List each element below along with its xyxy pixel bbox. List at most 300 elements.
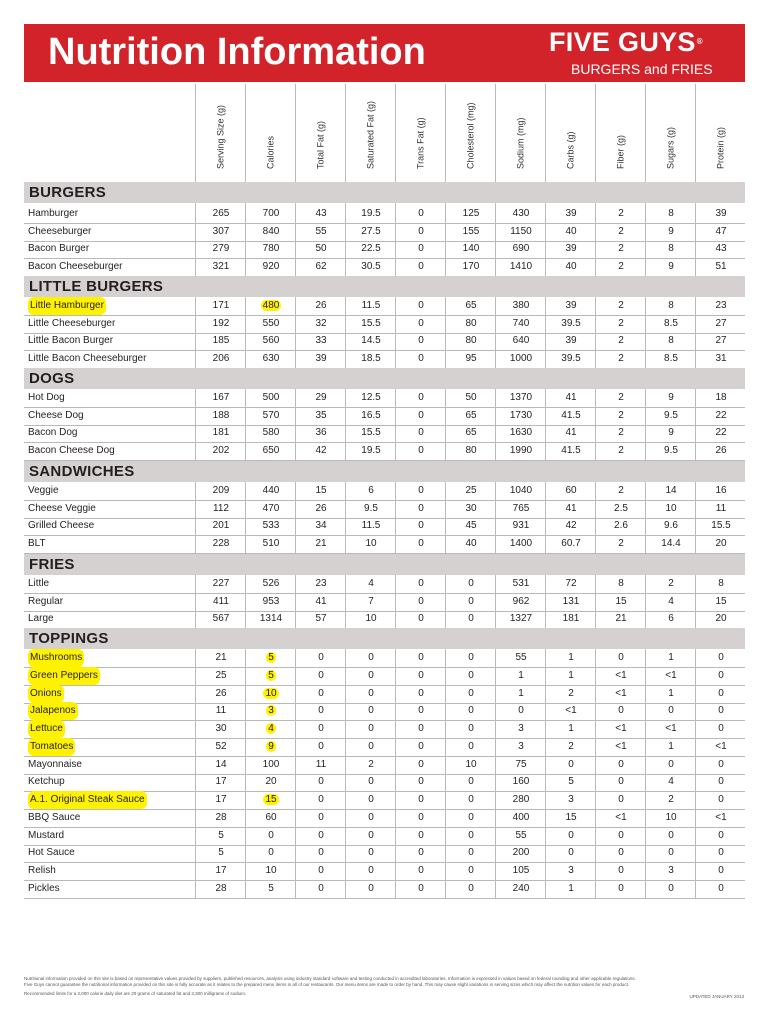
cell-value: 26 xyxy=(715,444,727,456)
cell-value: 630 xyxy=(262,352,280,364)
value-cell xyxy=(646,649,696,667)
value-cell xyxy=(496,517,546,535)
cell-value: 400 xyxy=(512,811,530,823)
cell-value: 33 xyxy=(315,335,327,347)
table-row xyxy=(24,407,745,426)
value-cell xyxy=(446,720,496,738)
table-row xyxy=(24,880,745,899)
cell-value: 1040 xyxy=(509,485,533,496)
cell-value: 2 xyxy=(618,352,624,364)
value-cell xyxy=(196,315,246,333)
cell-value: 170 xyxy=(462,260,480,272)
cell-value: 0 xyxy=(718,723,724,734)
value-cell xyxy=(296,738,346,756)
value-cell xyxy=(396,827,446,845)
value-cell xyxy=(296,240,346,258)
cell-value: 0 xyxy=(418,427,424,439)
cell-value: 26 xyxy=(315,300,327,311)
value-cell xyxy=(546,407,596,425)
cell-value: 0 xyxy=(668,758,674,770)
value-cell xyxy=(396,517,446,535)
cell-value: 30 xyxy=(215,723,227,734)
cell-value: 0 xyxy=(318,687,324,699)
value-cell xyxy=(396,315,446,333)
value-cell xyxy=(396,791,446,809)
value-cell xyxy=(396,862,446,880)
value-cell xyxy=(446,424,496,442)
value-cell xyxy=(596,610,646,628)
value-cell xyxy=(396,593,446,611)
table-row xyxy=(24,791,745,810)
cell-value: 9 xyxy=(668,427,674,439)
value-cell xyxy=(396,500,446,518)
value-cell xyxy=(596,720,646,738)
column-header-label: Carbs (g) xyxy=(565,131,576,169)
cell-value: 8.5 xyxy=(664,352,678,364)
value-cell xyxy=(596,407,646,425)
cell-value: 0 xyxy=(318,847,324,859)
cell-value: 39 xyxy=(315,352,327,364)
value-cell xyxy=(246,240,296,258)
value-cell xyxy=(346,773,396,791)
cell-value: 26 xyxy=(215,687,227,699)
cell-value: 10 xyxy=(465,758,477,770)
cell-value: 8 xyxy=(668,300,674,311)
value-cell xyxy=(496,500,546,518)
cell-value: 75 xyxy=(515,758,527,770)
recommended-limits: Recommended limits for a 2,000 calorie daily diet are 20 grams of saturated fat and 2,300 milligrams of sodium. xyxy=(24,991,247,996)
value-cell xyxy=(196,535,246,553)
cell-value: 2 xyxy=(568,740,574,752)
cell-value: 3 xyxy=(668,865,674,876)
value-cell xyxy=(646,332,696,350)
cell-value: 27 xyxy=(715,317,727,329)
value-cell xyxy=(246,258,296,276)
value-cell xyxy=(446,667,496,685)
value-cell xyxy=(496,791,546,809)
cell-value: 307 xyxy=(212,225,230,237)
cell-value: 1730 xyxy=(509,409,533,421)
cell-value: 30.5 xyxy=(361,260,381,272)
value-cell xyxy=(546,482,596,500)
value-cell xyxy=(196,773,246,791)
cell-value: 0 xyxy=(318,669,324,681)
value-cell xyxy=(496,350,546,368)
value-cell xyxy=(246,297,296,315)
table-row xyxy=(24,442,745,461)
item-name: Veggie xyxy=(28,485,59,496)
cell-value: 43 xyxy=(315,208,327,219)
cell-value: 0 xyxy=(468,595,474,607)
table-row xyxy=(24,685,745,704)
cell-value: 17 xyxy=(215,794,227,805)
cell-value: 0 xyxy=(418,300,424,311)
value-cell xyxy=(696,862,746,880)
section-title: FRIES xyxy=(29,556,75,573)
value-cell xyxy=(646,773,696,791)
value-cell xyxy=(496,424,546,442)
cell-value: 0 xyxy=(368,847,374,859)
cell-value: 167 xyxy=(212,392,230,403)
value-cell xyxy=(596,350,646,368)
cell-value: 0 xyxy=(718,794,724,805)
value-cell xyxy=(646,350,696,368)
cell-value: 510 xyxy=(262,538,280,550)
item-name: Hot Sauce xyxy=(28,847,75,859)
value-cell xyxy=(196,389,246,407)
cell-value: 105 xyxy=(512,865,530,876)
value-cell xyxy=(246,685,296,703)
value-cell xyxy=(496,205,546,223)
value-cell xyxy=(546,350,596,368)
section-header xyxy=(24,554,745,575)
cell-value: 380 xyxy=(512,300,530,311)
value-cell xyxy=(696,702,746,720)
value-cell xyxy=(246,442,296,460)
value-cell xyxy=(396,332,446,350)
column-header-label: Serving Size (g) xyxy=(215,104,226,169)
value-cell xyxy=(646,482,696,500)
value-cell xyxy=(246,791,296,809)
value-cell xyxy=(346,535,396,553)
cell-value: 0 xyxy=(718,776,724,788)
cell-value: 41 xyxy=(315,595,327,607)
cell-value: 27.5 xyxy=(361,225,381,237)
value-cell xyxy=(646,880,696,898)
cell-value: 65 xyxy=(465,409,477,421)
value-cell xyxy=(496,593,546,611)
table-row xyxy=(24,809,745,828)
value-cell xyxy=(346,575,396,593)
column-header-label: Saturated Fat (g) xyxy=(365,100,376,169)
value-cell xyxy=(346,350,396,368)
value-cell xyxy=(596,702,646,720)
section-title: BURGERS xyxy=(29,184,107,201)
value-cell xyxy=(196,593,246,611)
value-cell xyxy=(696,649,746,667)
value-cell xyxy=(196,407,246,425)
table-row xyxy=(24,517,745,536)
cell-value: 2 xyxy=(618,444,624,456)
value-cell xyxy=(196,862,246,880)
cell-value: 10 xyxy=(365,538,377,550)
section-header xyxy=(24,628,745,649)
value-cell xyxy=(296,720,346,738)
value-cell xyxy=(546,827,596,845)
cell-value: 0 xyxy=(418,409,424,421)
cell-value: 112 xyxy=(213,502,229,514)
cell-value: 0 xyxy=(418,758,424,770)
cell-value: 2 xyxy=(618,409,624,421)
value-cell xyxy=(646,593,696,611)
cell-value: 8.5 xyxy=(664,317,678,329)
cell-value: 0 xyxy=(718,829,724,841)
cell-value: 8 xyxy=(668,208,674,219)
value-cell xyxy=(296,389,346,407)
cell-value: 0 xyxy=(318,882,324,894)
cell-value: 0 xyxy=(418,740,424,752)
value-cell xyxy=(346,258,396,276)
column-header xyxy=(396,94,446,180)
value-cell xyxy=(696,482,746,500)
value-cell xyxy=(296,424,346,442)
cell-value: 40 xyxy=(465,538,477,550)
cell-value: 0 xyxy=(418,225,424,237)
value-cell xyxy=(346,685,396,703)
value-cell xyxy=(596,315,646,333)
value-cell xyxy=(346,389,396,407)
value-cell xyxy=(246,407,296,425)
value-cell xyxy=(496,844,546,862)
value-cell xyxy=(596,756,646,774)
cell-value: 0 xyxy=(318,705,324,717)
table-row xyxy=(24,649,745,668)
cell-value: 20 xyxy=(715,538,727,550)
cell-value: 430 xyxy=(512,208,530,219)
value-cell xyxy=(346,500,396,518)
value-cell xyxy=(696,773,746,791)
value-cell xyxy=(646,827,696,845)
cell-value: 7 xyxy=(368,595,374,607)
value-cell xyxy=(196,880,246,898)
cell-value: 29 xyxy=(315,392,327,403)
value-cell xyxy=(296,258,346,276)
item-name: Little Bacon Cheeseburger xyxy=(28,352,147,364)
registered-mark: ® xyxy=(696,37,703,46)
value-cell xyxy=(246,500,296,518)
cell-value: 526 xyxy=(262,578,280,589)
cell-value: 0 xyxy=(418,829,424,841)
cell-value: 0 xyxy=(368,740,374,752)
value-cell xyxy=(246,667,296,685)
value-cell xyxy=(346,407,396,425)
cell-value: 0 xyxy=(568,829,574,841)
value-cell xyxy=(296,862,346,880)
value-cell xyxy=(696,685,746,703)
value-cell xyxy=(646,442,696,460)
cell-value: 41.5 xyxy=(561,444,581,456)
cell-value: <1 xyxy=(615,811,627,823)
value-cell xyxy=(196,649,246,667)
value-cell xyxy=(446,500,496,518)
value-cell xyxy=(296,535,346,553)
cell-value: 15 xyxy=(315,485,327,496)
cell-value: 9.6 xyxy=(664,520,678,532)
item-name: Little Cheeseburger xyxy=(28,317,116,329)
value-cell xyxy=(646,685,696,703)
cell-value: 1 xyxy=(668,687,674,699)
value-cell xyxy=(396,205,446,223)
cell-value: 0 xyxy=(518,705,524,717)
value-cell xyxy=(196,702,246,720)
value-cell xyxy=(596,685,646,703)
item-name: Cheese Dog xyxy=(28,409,84,421)
cell-value: 0 xyxy=(718,705,724,717)
value-cell xyxy=(246,315,296,333)
value-cell xyxy=(396,223,446,241)
item-name: Little Bacon Burger xyxy=(28,335,114,347)
value-cell xyxy=(596,844,646,862)
section-header xyxy=(24,368,745,389)
cell-value: 39 xyxy=(565,243,577,255)
value-cell xyxy=(246,827,296,845)
value-cell xyxy=(446,407,496,425)
cell-value: 32 xyxy=(315,317,327,329)
value-cell xyxy=(596,258,646,276)
value-cell xyxy=(596,442,646,460)
cell-value: 0 xyxy=(268,829,274,841)
value-cell xyxy=(346,720,396,738)
cell-value: 411 xyxy=(213,595,229,607)
item-name: Pickles xyxy=(28,882,60,894)
cell-value: 23 xyxy=(315,578,327,589)
value-cell xyxy=(296,442,346,460)
cell-value: 39.5 xyxy=(561,352,581,364)
cell-value: 11 xyxy=(715,502,727,514)
cell-value: 18.5 xyxy=(361,352,381,364)
value-cell xyxy=(496,240,546,258)
value-cell xyxy=(646,517,696,535)
table-row xyxy=(24,205,745,224)
cell-value: 0 xyxy=(468,847,474,859)
value-cell xyxy=(546,535,596,553)
item-name: Bacon Burger xyxy=(28,243,90,255)
cell-value: 0 xyxy=(568,758,574,770)
cell-value: 0 xyxy=(718,758,724,770)
cell-value: 2 xyxy=(568,687,574,699)
value-cell xyxy=(546,610,596,628)
value-cell xyxy=(396,424,446,442)
cell-value: 0 xyxy=(718,652,724,663)
table-row xyxy=(24,424,745,443)
cell-value: 0 xyxy=(468,811,474,823)
cell-value: 39 xyxy=(565,300,577,311)
cell-value: 11.5 xyxy=(361,300,381,311)
column-header xyxy=(646,94,696,180)
value-cell xyxy=(296,702,346,720)
cell-value: 480 xyxy=(262,300,280,311)
value-cell xyxy=(396,773,446,791)
cell-value: 16.5 xyxy=(361,409,381,421)
value-cell xyxy=(696,297,746,315)
item-name: Tomatoes xyxy=(28,738,75,756)
value-cell xyxy=(246,720,296,738)
cell-value: 80 xyxy=(465,444,477,456)
value-cell xyxy=(246,702,296,720)
cell-value: 15.5 xyxy=(711,520,731,532)
column-header-label: Fiber (g) xyxy=(615,134,626,169)
item-name: BBQ Sauce xyxy=(28,811,81,823)
cell-value: 50 xyxy=(465,392,477,403)
cell-value: 17 xyxy=(215,776,227,788)
cell-value: 700 xyxy=(262,208,280,219)
cell-value: 0 xyxy=(368,794,374,805)
value-cell xyxy=(246,535,296,553)
item-name: Regular xyxy=(28,595,64,607)
cell-value: 25 xyxy=(215,669,227,681)
table-row xyxy=(24,827,745,846)
value-cell xyxy=(646,424,696,442)
value-cell xyxy=(596,809,646,827)
value-cell xyxy=(646,862,696,880)
value-cell xyxy=(196,685,246,703)
value-cell xyxy=(546,649,596,667)
cell-value: 3 xyxy=(568,794,574,805)
value-cell xyxy=(696,350,746,368)
column-header-label: Protein (g) xyxy=(715,126,726,169)
value-cell xyxy=(396,667,446,685)
cell-value: 4 xyxy=(368,578,374,589)
cell-value: <1 xyxy=(565,705,577,717)
value-cell xyxy=(296,500,346,518)
value-cell xyxy=(296,315,346,333)
value-cell xyxy=(696,610,746,628)
value-cell xyxy=(446,791,496,809)
table-row xyxy=(24,667,745,686)
value-cell xyxy=(396,738,446,756)
cell-value: 10 xyxy=(365,613,377,625)
cell-value: 41 xyxy=(565,502,577,514)
section-header xyxy=(24,182,745,203)
cell-value: 0 xyxy=(418,317,424,329)
value-cell xyxy=(596,240,646,258)
value-cell xyxy=(446,649,496,667)
column-header xyxy=(496,94,546,180)
cell-value: 65 xyxy=(465,300,477,311)
value-cell xyxy=(346,610,396,628)
column-header-label: Sugars (g) xyxy=(665,126,676,169)
value-cell xyxy=(696,258,746,276)
value-cell xyxy=(296,517,346,535)
value-cell xyxy=(546,720,596,738)
cell-value: 931 xyxy=(512,520,530,532)
value-cell xyxy=(596,223,646,241)
value-cell xyxy=(646,297,696,315)
value-cell xyxy=(396,702,446,720)
cell-value: 1327 xyxy=(509,613,533,625)
value-cell xyxy=(596,649,646,667)
value-cell xyxy=(546,773,596,791)
cell-value: 567 xyxy=(212,613,230,625)
value-cell xyxy=(196,332,246,350)
value-cell xyxy=(446,258,496,276)
value-cell xyxy=(696,756,746,774)
table-row xyxy=(24,350,745,369)
value-cell xyxy=(396,442,446,460)
cell-value: 0 xyxy=(368,865,374,876)
disclaimer-line-1: Nutritional information provided on this site is based on representative values provided by suppliers, published resources, analysis using industry standard software and testing conducted in accredited laboratories. Information is expressed in values based on federal rounding and other applicable regulations. xyxy=(24,976,636,981)
cell-value: 0 xyxy=(368,776,374,788)
value-cell xyxy=(296,809,346,827)
value-cell xyxy=(446,350,496,368)
cell-value: 2 xyxy=(618,335,624,347)
value-cell xyxy=(546,862,596,880)
cell-value: 0 xyxy=(318,829,324,841)
cell-value: <1 xyxy=(665,723,677,734)
cell-value: 240 xyxy=(512,882,530,894)
cell-value: 0 xyxy=(418,882,424,894)
cell-value: 51 xyxy=(715,260,727,272)
cell-value: 0 xyxy=(318,652,324,663)
cell-value: 202 xyxy=(212,444,230,456)
section-title: SANDWICHES xyxy=(29,463,135,480)
value-cell xyxy=(396,535,446,553)
cell-value: 0 xyxy=(468,723,474,734)
cell-value: 80 xyxy=(465,317,477,329)
cell-value: 0 xyxy=(368,829,374,841)
cell-value: 0 xyxy=(618,776,624,788)
brand-logo xyxy=(549,27,703,57)
